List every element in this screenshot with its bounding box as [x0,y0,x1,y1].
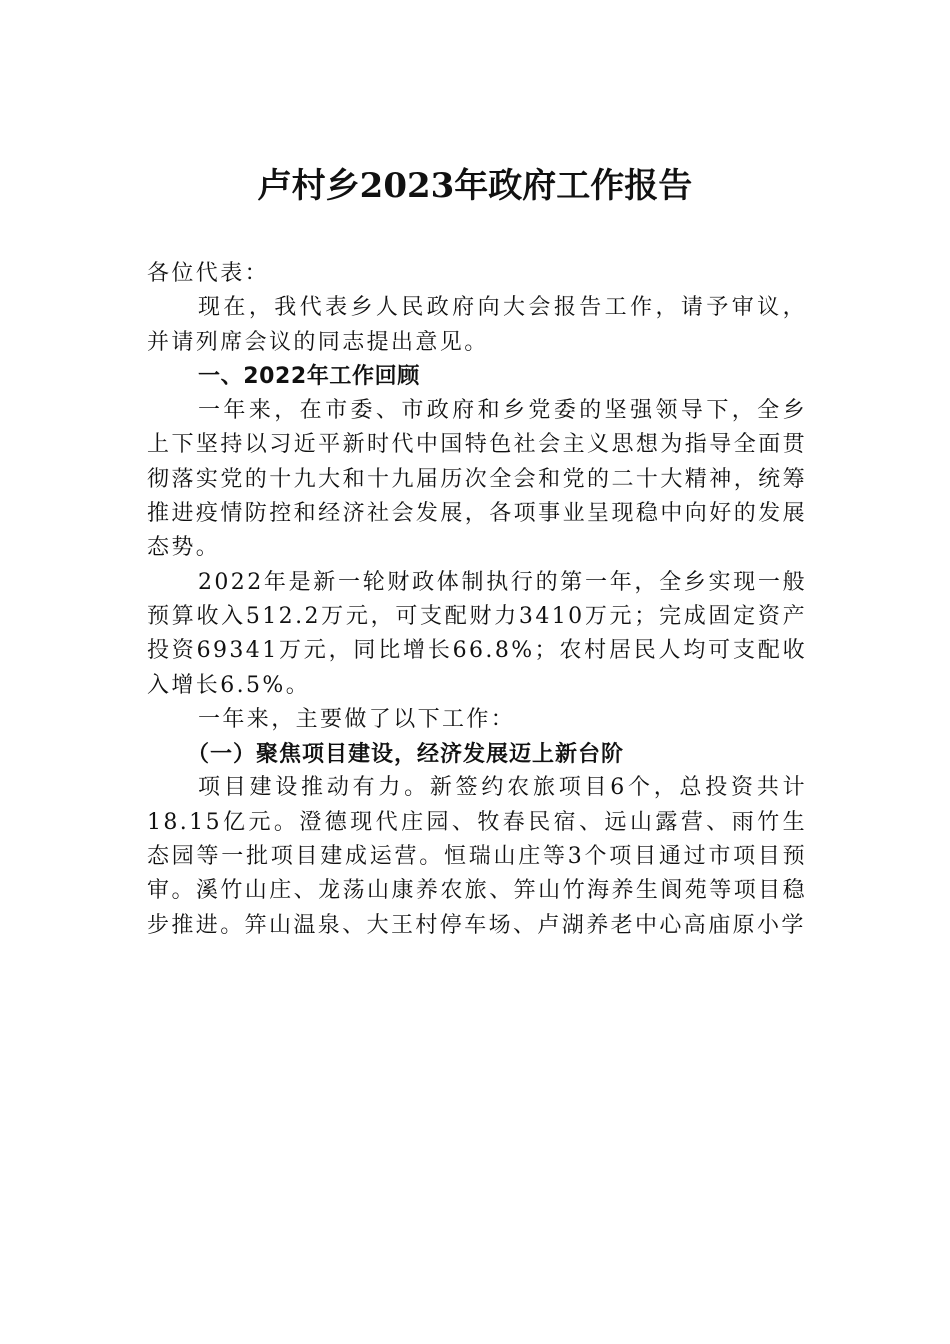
paragraph-finance: 2022年是新一轮财政体制执行的第一年，全乡实现一般预算收入512.2万元，可支配财力3410万元；完成固定资产投资69341万元，同比增长66.8%；农村居民人均可支配收入增长6.5%。 [147,569,807,698]
subsection-heading: （一）聚焦项目建设，经济发展迈上新台阶 [187,741,625,768]
paragraph-work-intro: 一年来，主要做了以下工作： [198,706,516,732]
document-title: 卢村乡2023年政府工作报告 [257,166,693,206]
paragraph-projects: 项目建设推动有力。新签约农旅项目6个，总投资共计18.15亿元。澄德现代庄园、牧春民宿、远山露营、雨竹生态园等一批项目建成运营。恒瑞山庄等3个项目通过市项目预审。溪竹山庄、龙荡山康养农旅、笄山竹海养生阆苑等项目稳步推进。笄山温泉、大王村停车场、卢湖养老中心高庙原小学 [147,775,807,938]
salutation: 各位代表： [147,261,270,286]
document-body [147,257,807,943]
intro-paragraph: 现在，我代表乡人民政府向大会报告工作，请予审议，并请列席会议的同志提出意见。 [147,295,807,355]
section-heading: 一、2022年工作回顾 [198,363,420,389]
paragraph-review: 一年来，在市委、市政府和乡党委的坚强领导下，全乡上下坚持以习近平新时代中国特色社会主义思想为指导全面贯彻落实党的十九大和十九届历次全会和党的二十大精神，统筹推进疫情防控和经济社会发展，各项事业呈现稳中向好的发展态势。 [147,398,807,561]
